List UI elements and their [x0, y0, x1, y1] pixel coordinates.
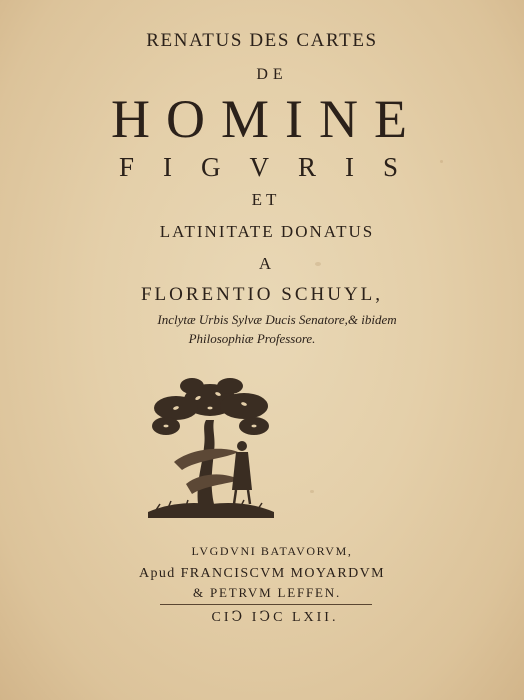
imprint-publisher-2: & PETRVM LEFFEN. — [192, 585, 342, 600]
author-name: RENATUS DES CARTES — [146, 30, 378, 51]
translator-name: FLORENTIO SCHUYL, — [140, 284, 384, 305]
divider — [160, 604, 372, 605]
paper-stain — [310, 490, 314, 493]
by-preposition: A — [258, 254, 272, 273]
translator-description: Inclytæ Urbis Sylvæ Ducis Senatore,& ibidem — [157, 312, 397, 327]
imprint-place: LVGDVNI BATAVORVM, — [191, 544, 353, 558]
translator-description-2: Philosophiæ Professore. — [188, 331, 316, 346]
title-preposition: DE — [256, 66, 288, 83]
imprint-date: CIↃ IↃC LXII. — [211, 610, 339, 625]
imprint-publisher: Apud FRANCISCVM MOYARDVM — [139, 566, 385, 581]
translation-note: LATINITATE DONATUS — [159, 222, 375, 241]
page-title: HOMINE — [111, 89, 423, 149]
conjunction: ET — [251, 190, 281, 209]
page-subtitle: FIGVRIS — [118, 152, 428, 182]
printers-device-tree-figure-icon — [146, 372, 276, 520]
